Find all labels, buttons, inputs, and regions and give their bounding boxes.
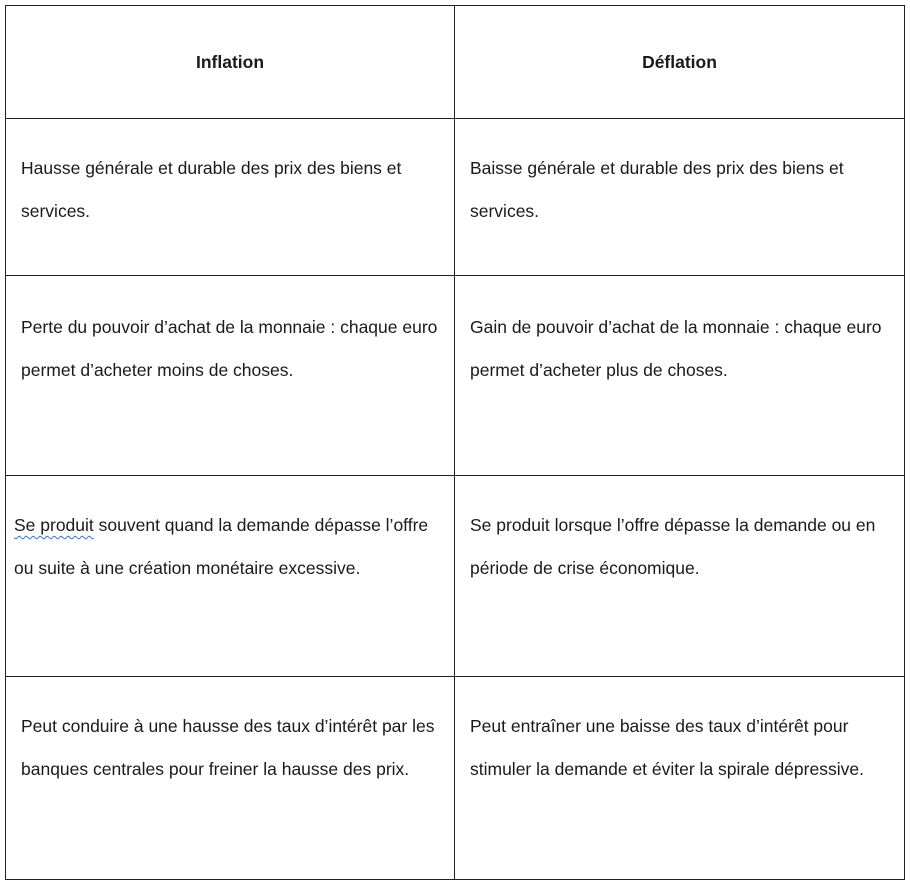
header-deflation: Déflation (455, 6, 905, 119)
cell-deflation-policy (455, 677, 905, 880)
header-row (6, 6, 905, 119)
cell-text: Baisse générale et durable des prix des biens et services. (470, 158, 844, 221)
cell-inflation-policy (6, 677, 455, 880)
table-row (6, 677, 905, 880)
cell-text (6, 476, 454, 590)
cell-deflation-purchasing-power (455, 276, 905, 476)
cell-deflation-definition (455, 119, 905, 276)
cell-inflation-definition (6, 119, 455, 276)
cell-inflation-causes (6, 476, 455, 677)
table-row (6, 476, 905, 677)
cell-text: Perte du pouvoir d’achat de la monnaie : chaque euro permet d’acheter moins de choses. (21, 317, 438, 380)
cell-inflation-purchasing-power (6, 276, 455, 476)
comparison-table (5, 5, 905, 880)
cell-deflation-causes (455, 476, 905, 677)
cell-text: Hausse générale et durable des prix des biens et services. (21, 158, 402, 221)
header-inflation: Inflation (6, 6, 455, 119)
cell-text: Se produit lorsque l’offre dépasse la demande ou en période de crise économique. (470, 515, 876, 578)
cell-text: Peut conduire à une hausse des taux d’intérêt par les banques centrales pour freiner la hausse des prix. (21, 716, 435, 779)
table-row (6, 276, 905, 476)
spellcheck-flagged-word[interactable]: Se produit (14, 515, 94, 535)
cell-text-rest: souvent quand la demande dépasse l’offre ou suite à une création monétaire excessive. (14, 515, 429, 578)
table-row (6, 119, 905, 276)
cell-text: Gain de pouvoir d’achat de la monnaie : chaque euro permet d’acheter plus de choses. (470, 317, 882, 380)
cell-text: Peut entraîner une baisse des taux d’intérêt pour stimuler la demande et éviter la spirale dépressive. (470, 716, 864, 779)
